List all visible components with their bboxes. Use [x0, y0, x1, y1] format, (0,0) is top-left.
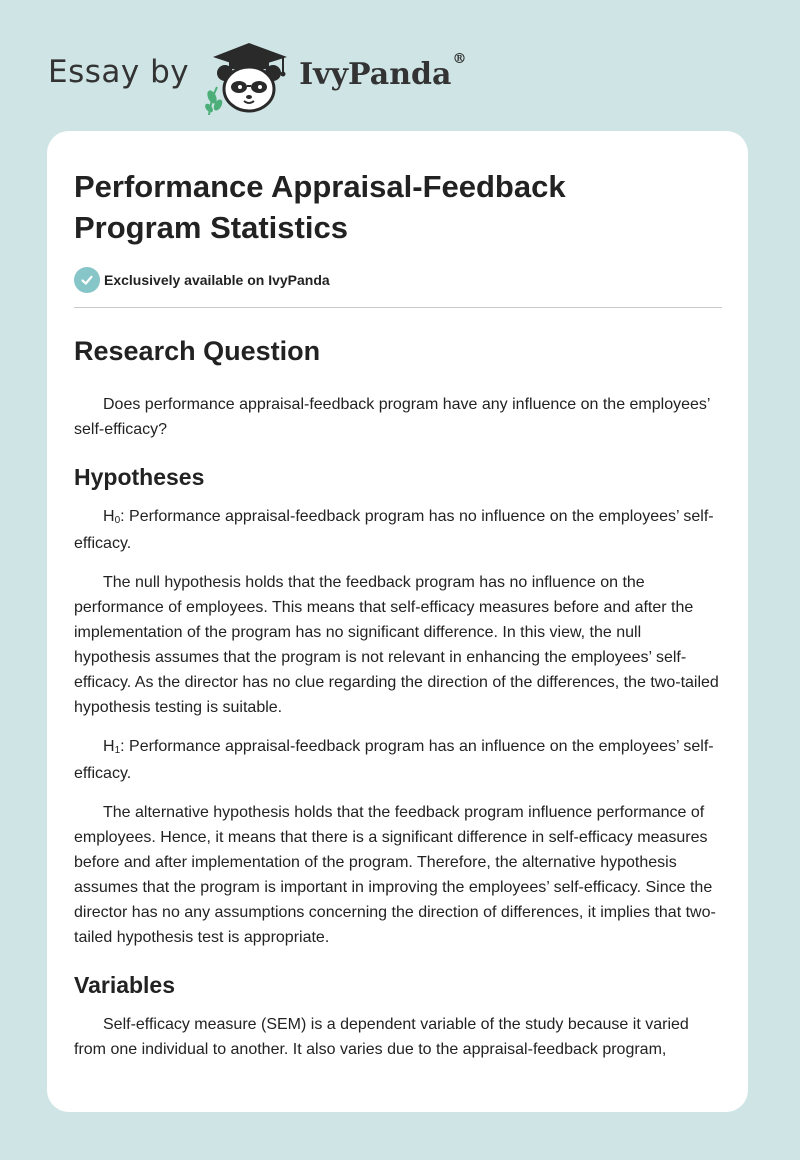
- header-divider: [74, 307, 722, 308]
- panda-graduate-icon: [203, 37, 295, 115]
- badge-text: Exclusively available on IvyPanda: [104, 272, 330, 288]
- null-hypothesis-paragraph: The null hypothesis holds that the feedback program has no influence on the performance of employees. This means that self-efficacy measures before and after the implementation of the program has no significant difference. In this view, the null hypothesis assumes that the program is not relevant in enhancing the employees’ self-efficacy. As the director has no clue regarding the direction of the differences, the two-tailed hypothesis testing is suitable.: [74, 574, 719, 716]
- hypotheses-heading: Hypotheses: [74, 464, 205, 490]
- variables-paragraph: Self-efficacy measure (SEM) is a dependent variable of the study because it varied from one individual to another. It also varies due to the appraisal-feedback program,: [74, 1016, 689, 1058]
- variables-heading: Variables: [74, 972, 176, 998]
- research-question-paragraph: Does performance appraisal-feedback program have any influence on the employees’ self-efficacy?: [74, 396, 710, 438]
- trademark-symbol: ®: [452, 50, 467, 67]
- null-hypothesis-statement: $H_0$: Performance appraisal-feedback program has no influence on the employees’ self-efficacy.: [74, 508, 714, 552]
- essay-by-label: Essay by: [48, 54, 190, 90]
- check-circle-icon: [74, 267, 100, 293]
- title-line-1: Performance Appraisal-Feedback: [74, 169, 566, 204]
- alternative-hypothesis-paragraph: The alternative hypothesis holds that the feedback program influence performance of employees. Hence, it means that there is a significant difference in self-efficacy measures before and after implementation of the program. Therefore, the alternative hypothesis assumes that the program is important in improving the employees’ self-efficacy. Since the director has no any assumptions concerning the direction of differences, it implies that two-tailed hypothesis test is appropriate.: [74, 804, 716, 946]
- exclusive-badge: [74, 266, 722, 294]
- title-line-2: Program Statistics: [74, 210, 348, 245]
- site-header: [48, 36, 466, 116]
- brand-name[interactable]: IvyPanda®: [299, 50, 467, 92]
- article-title: [74, 166, 722, 248]
- research-question-heading: Research Question: [74, 336, 321, 366]
- article-content: [47, 131, 748, 1062]
- alternative-hypothesis-statement: $H_1$: Performance appraisal-feedback program has an influence on the employees’ self-efficacy.: [74, 738, 714, 782]
- article-card: [47, 131, 748, 1112]
